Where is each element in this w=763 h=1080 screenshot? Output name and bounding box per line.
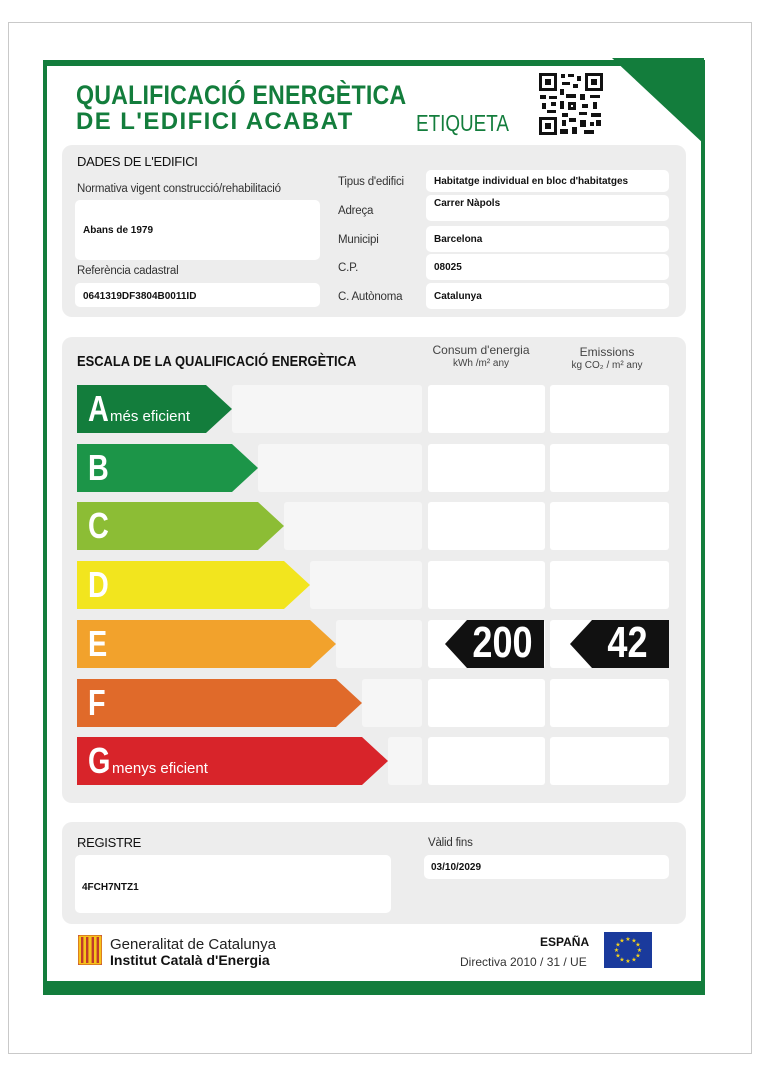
- energy-unit: kWh /m² any: [452, 358, 510, 369]
- postcode-field: [426, 254, 669, 280]
- building-section-title: DADES DE L'EDIFICI: [77, 154, 198, 169]
- emissions-unit: kg CO₂ / m² any: [571, 360, 643, 371]
- emissions-cell: [550, 502, 669, 550]
- scale-section-title: ESCALA DE LA QUALIFICACIÓ ENERGÈTICA: [77, 353, 357, 370]
- rating-letter-b: B: [88, 447, 109, 488]
- region-label: C. Autònoma: [338, 291, 403, 303]
- svg-text:★: ★: [631, 937, 637, 945]
- rating-letter-f: F: [88, 682, 106, 723]
- emissions-cell: [550, 561, 669, 609]
- city-label: Municipi: [338, 234, 379, 246]
- svg-text:★: ★: [625, 958, 631, 965]
- rating-arrow-c: [77, 502, 284, 550]
- org-name: Generalitat de Catalunya: [110, 936, 276, 953]
- svg-text:★: ★: [613, 947, 620, 954]
- energy-cell: [428, 679, 545, 727]
- rating-letter-d: D: [88, 564, 109, 605]
- type-value: Habitatge individual en bloc d'habitatges: [434, 176, 629, 187]
- emissions-rating-tag-text: 42: [607, 618, 648, 667]
- address-label: Adreça: [338, 205, 374, 217]
- svg-text:★: ★: [631, 956, 637, 964]
- regulation-value: Abans de 1979: [83, 225, 154, 236]
- region-value: Catalunya: [434, 291, 482, 302]
- rating-caption-a: més eficient: [110, 407, 191, 425]
- rating-arrow-f: [77, 679, 362, 727]
- energy-cell: [428, 444, 545, 492]
- rating-arrow-d: [77, 561, 310, 609]
- rating-letter-a: A: [88, 388, 109, 429]
- postcode-value: 08025: [434, 262, 462, 273]
- emissions-header-label: Emissions: [579, 345, 635, 359]
- title-line-1: QUALIFICACIÓ ENERGÈTICA: [76, 80, 407, 110]
- rating-letter-c: C: [88, 505, 109, 546]
- emissions-cell: [550, 737, 669, 785]
- rating-row-bg: [336, 620, 422, 668]
- regulation-label: Normativa vigent construcció/rehabilitació: [77, 183, 281, 195]
- emissions-rating-tag: [570, 620, 669, 668]
- emissions-cell: [550, 679, 669, 727]
- emissions-cell: [550, 385, 669, 433]
- energy-rating-tag: [445, 620, 544, 668]
- rating-row-bg: [388, 737, 422, 785]
- valid-until-label: Vàlid fins: [428, 837, 473, 849]
- energy-column-header: [422, 343, 540, 371]
- rating-row-bg: [258, 444, 422, 492]
- energy-rating-tag-text: 200: [472, 618, 533, 667]
- svg-text:★: ★: [636, 947, 643, 954]
- rating-arrow-b: [77, 444, 258, 492]
- generalitat-logo-icon: [78, 935, 102, 965]
- qr-code-icon: [538, 72, 604, 136]
- rating-arrow-g: [77, 737, 388, 785]
- city-value: Barcelona: [434, 234, 483, 245]
- corner-decoration: [612, 58, 704, 144]
- svg-text:★: ★: [615, 941, 621, 949]
- rating-row-bg: [310, 561, 422, 609]
- label-type: ETIQUETA: [416, 110, 509, 136]
- rating-row-bg: [284, 502, 422, 550]
- rating-row-bg: [232, 385, 422, 433]
- country-label: ESPAÑA: [540, 935, 590, 949]
- svg-text:★: ★: [615, 952, 621, 960]
- energy-cell: [428, 561, 545, 609]
- title-line-2: DE L'EDIFICI ACABAT: [76, 108, 354, 135]
- registry-label: REGISTRE: [77, 835, 142, 850]
- cadastral-label: Referència cadastral: [77, 265, 179, 277]
- directive-label: Directiva 2010 / 31 / UE: [460, 955, 587, 969]
- type-label: Tipus d'edifici: [338, 176, 404, 188]
- emissions-cell: [550, 444, 669, 492]
- rating-letter-g: G: [88, 740, 111, 781]
- valid-until-value: 03/10/2029: [431, 862, 482, 873]
- svg-text:★: ★: [635, 941, 641, 949]
- energy-cell: [428, 502, 545, 550]
- energy-cell: [428, 385, 545, 433]
- energy-cell: [428, 737, 545, 785]
- rating-caption-g: menys eficient: [112, 759, 208, 777]
- cadastral-value: 0641319DF3804B0011ID: [83, 291, 197, 302]
- svg-text:★: ★: [619, 937, 625, 945]
- emissions-column-header: [548, 345, 666, 373]
- energy-header-label: Consum d'energia: [432, 343, 530, 357]
- rating-arrow-e: [77, 620, 336, 668]
- svg-text:★: ★: [625, 936, 631, 943]
- registry-value: 4FCH7NTZ1: [82, 882, 139, 893]
- institute-name: Institut Català d'Energia: [110, 952, 270, 968]
- address-value: Carrer Nàpols: [434, 198, 501, 209]
- svg-text:★: ★: [619, 956, 625, 964]
- rating-arrow-a: [77, 385, 232, 433]
- postcode-label: C.P.: [338, 262, 359, 274]
- eu-flag-icon: [604, 932, 652, 968]
- rating-letter-e: E: [88, 623, 108, 664]
- rating-row-bg: [362, 679, 422, 727]
- svg-text:★: ★: [635, 952, 641, 960]
